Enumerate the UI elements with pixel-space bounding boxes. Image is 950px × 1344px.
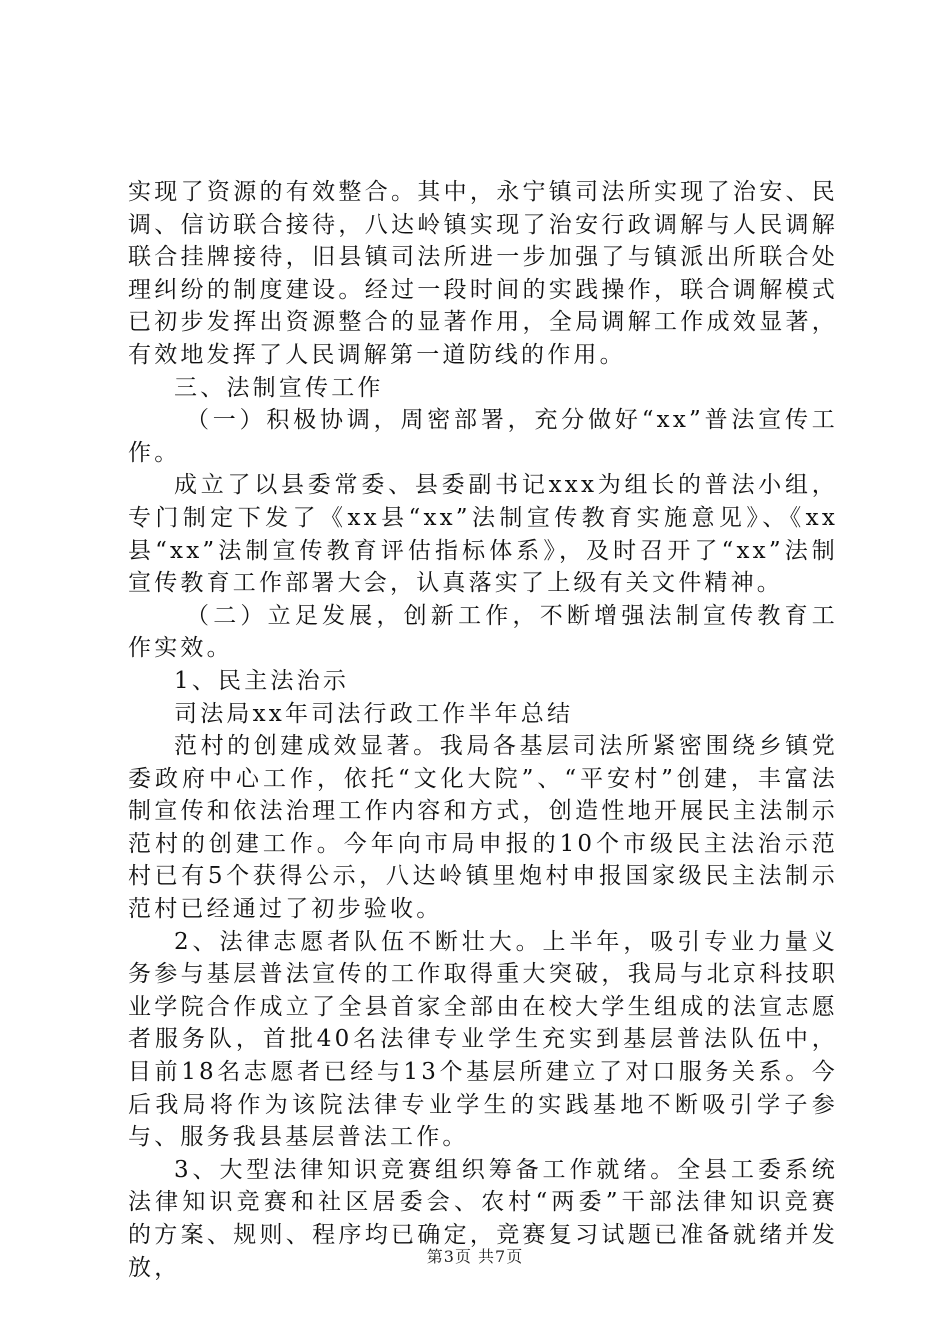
subsection-heading-innovation: （二）立足发展，创新工作，不断增强法制宣传教育工作实效。 bbox=[128, 602, 838, 662]
paragraph-knowledge-contest: 3、大型法律知识竞赛组织筹备工作就绪。全县工委系统法律知识竞赛和社区居委会、农村“两委”干部法律知识竞赛的方案、规则、程序均已确定，竞赛复习试题已准备就绪并发放， bbox=[128, 1156, 838, 1281]
subsection-heading-coordination: （一）积极协调，周密部署，充分做好“xx”普法宣传工作。 bbox=[128, 407, 838, 466]
paragraph-volunteer-team: 2、法律志愿者队伍不断壮大。上半年，吸引专业力量义务参与基层普法宣传的工作取得重大突破，我局与北京科技职业学院合作成立了全县首家全部由在校大学生组成的法宣志愿者服务队，首批40名法律专业学生充实到基层普法队伍中，目前18名志愿者已经与13个基层所建立了对口服务关系。今后我局将作为该院法律专业学生的实践基地不断吸引学子参与、服务我县基层普法工作。 bbox=[128, 928, 838, 1151]
inserted-document-title: 司法局xx年司法行政工作半年总结 bbox=[174, 700, 574, 727]
paragraph-mediation-integration: 实现了资源的有效整合。其中，永宁镇司法所实现了治安、民调、信访联合接待，八达岭镇实现了治安行政调解与人民调解联合挂牌接待，旧县镇司法所进一步加强了与镇派出所联合处理纠纷的制度建设。经过一段时间的实践操作，联合调解模式已初步发挥出资源整合的显著作用，全局调解工作成效显著，有效地发挥了人民调解第一道防线的作用。 bbox=[128, 179, 838, 368]
paragraph-demonstration-villages: 范村的创建成效显著。我局各基层司法所紧密围绕乡镇党委政府中心工作，依托“文化大院”、“平安村”创建，丰富法制宣传和依法治理工作内容和方式，创造性地开展民主法制示范村的创建工作。今年向市局申报的10个市级民主法治示范村已有5个获得公示，八达岭镇里炮村申报国家级民主法制示范村已经通过了初步验收。 bbox=[128, 733, 838, 923]
paragraph-leadership-group: 成立了以县委常委、县委副书记xxx为组长的普法小组，专门制定下发了《xx县“xx”法制宣传教育实施意见》、《xx县“xx”法制宣传教育评估指标体系》，及时召开了“xx”法制宣传教育工作部署大会，认真落实了上级有关文件精神。 bbox=[128, 472, 838, 597]
section-heading-legal-publicity: 三、法制宣传工作 bbox=[174, 374, 384, 401]
item-heading-democracy-villages: 1、民主法治示 bbox=[174, 667, 350, 694]
document-body bbox=[128, 176, 838, 1284]
page-footer: 第3页 共7页 bbox=[426, 1247, 524, 1266]
